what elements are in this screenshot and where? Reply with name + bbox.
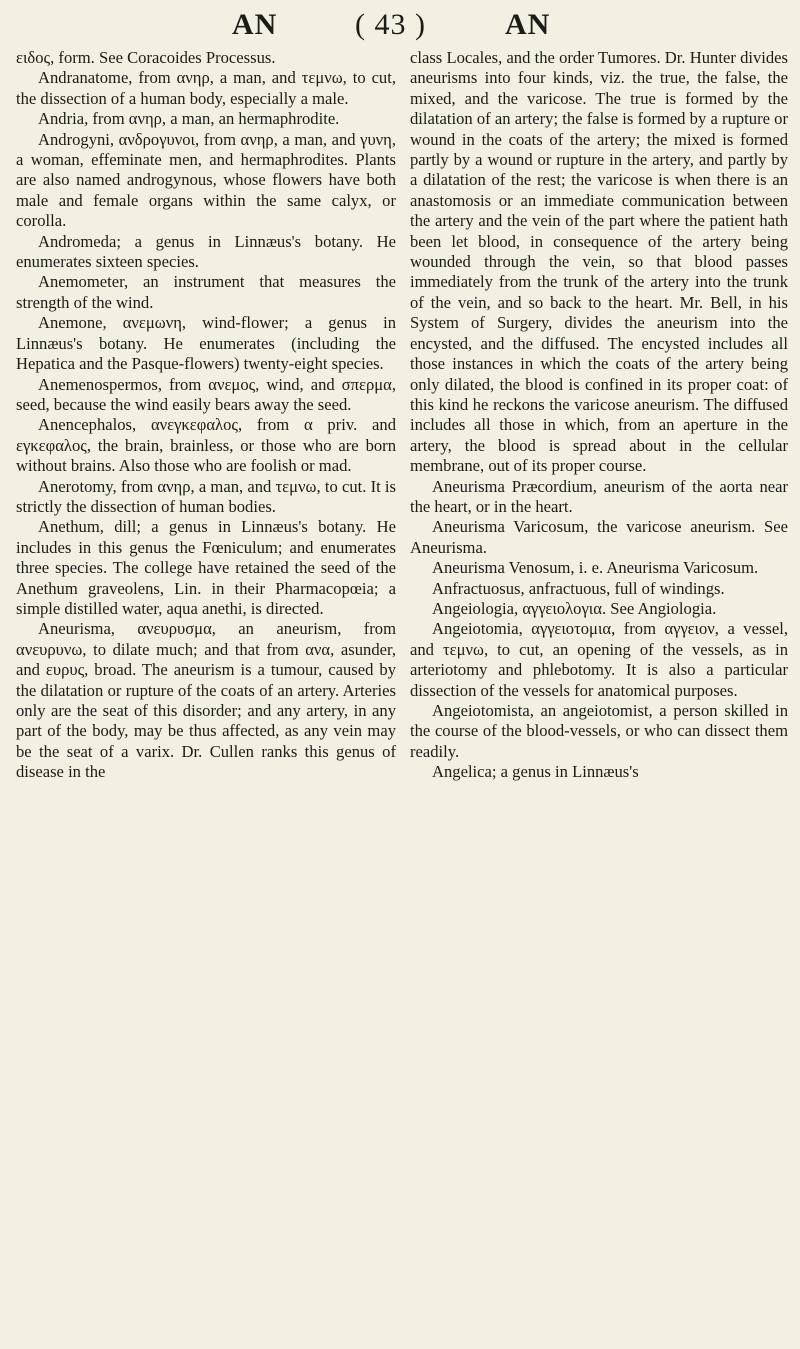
entry-aneurisma: Aneurisma, ανευρυσμα, an aneurism, from ανευρυνω, to dilate much; and that from ανα, asunder, and ευρυς, broad. The aneurism is a tumour, caused by the dilatation or rupture of the coats of an artery. Arteries only are the seat of this disorder; and any artery, in any part of the body, may be thus affected, as any vein may be the seat of a varix. Dr. Cullen ranks this genus of disease in the (16, 619, 396, 782)
entry-anemone: Anemone, ανεμωνη, wind-flower; a genus in Linnæus's botany. He enumerates (including the Hepatica and the Pasque-flowers) twenty-eight species. (16, 313, 396, 374)
entry-aneurisma-continued: class Locales, and the order Tumores. Dr. Hunter divides aneurisms into four kinds, viz. the true, the false, the mixed, and the varicose. The true is formed by the dilatation of an artery; the false is formed by a rupture or wound in the coats of the artery; the mixed is formed partly by a wound or rupture in the artery, and partly by a dilatation of the rest; the varicose is when there is an anastomosis or an immediate communication between the artery and the vein of the part where the patient hath been let blood, in consequence of the artery being wounded through the vein, so that blood passes immediately from the trunk of the artery into the trunk of the vein, and so back to the heart. Mr. Bell, in his System of Surgery, divides the aneurism into the encysted, and the diffused. The encysted includes all those instances in which the coats of the artery being only dilated, the blood is confined in its proper coat: of this kind he reckons the varicose aneurism. The diffused includes all those in which, from an aperture in the artery, the blood is spread about in the cellular membrane, out of its proper course. (410, 48, 788, 476)
entry-angeiotomia: Angeiotomia, αγγειοτομια, from αγγειον, a vessel, and τεμνω, to cut, an opening of the vessels, as in arteriotomy and phlebotomy. It is also a particular dissection of the vessels for anatomical purposes. (410, 619, 788, 700)
entry-aneurisma-varicosum: Aneurisma Varicosum, the varicose aneurism. See Aneurisma. (410, 517, 788, 557)
entry-aneurisma-venosum: Aneurisma Venosum, i. e. Aneurisma Varicosum. (432, 558, 759, 578)
right-column (410, 48, 788, 783)
entry-angeiotomista: Angeiotomista, an angeiotomist, a person skilled in the course of the blood-vessels, or who can dissect them readily. (410, 701, 788, 761)
header-right-guideword: AN (505, 8, 551, 41)
entry-angeiologia: Angeiologia, αγγειολογια. See Angiologia. (432, 598, 717, 618)
entry-anemenospermos: Anemenospermos, from ανεμος, wind, and σπερμα, seed, because the wind easily bears away the seed. (16, 374, 396, 414)
entry-aneurisma-praecordium: Aneurisma Præcordium, aneurism of the aorta near the heart, or in the heart. (410, 476, 788, 516)
entry-text: ειδος, form. See Coracoides Processus. (16, 48, 276, 67)
page-header (0, 8, 800, 48)
entry-androgyni: Androgyni, ανδρογυνοι, from ανηρ, a man, and γυνη, a woman, effeminate men, and hermaphrodites. Plants are also named androgynous, whose flowers have both male and female organs within the same calyx, or corolla. (16, 129, 396, 231)
entry-angelica: Angelica; a genus in Linnæus's (432, 762, 639, 782)
entry-andranatome: Andranatome, from ανηρ, a man, and τεμνω, to cut, the dissection of a human body, especially a male. (16, 68, 396, 108)
header-left-guideword: AN (232, 8, 278, 41)
entry-anencephalos: Anencephalos, ανεγκεφαλος, from α priv. and εγκεφαλος, the brain, brainless, or those who are born without brains. Also those who are foolish or mad. (16, 415, 396, 476)
entry-anethum: Anethum, dill; a genus in Linnæus's botany. He includes in this genus the Fœniculum; and enumerates three species. The college have retained the seed of the Anethum graveolens, Lin. in their Pharmacopœia; a simple distilled water, aqua anethi, is directed. (16, 517, 396, 618)
entry-andria: Andria, from ανηρ, a man, an hermaphrodite. (38, 109, 340, 129)
entry-anerotomy: Anerotomy, from ανηρ, a man, and τεμνω, to cut. It is strictly the dissection of human bodies. (16, 476, 396, 516)
left-column (16, 48, 396, 783)
entry-anemometer: Anemometer, an instrument that measures the strength of the wind. (16, 272, 396, 312)
entry-andromeda: Andromeda; a genus in Linnæus's botany. He enumerates sixteen species. (16, 231, 396, 272)
page-number: ( 43 ) (355, 8, 426, 41)
entry-anfractuosus: Anfractuosus, anfractuous, full of windings. (432, 578, 725, 598)
